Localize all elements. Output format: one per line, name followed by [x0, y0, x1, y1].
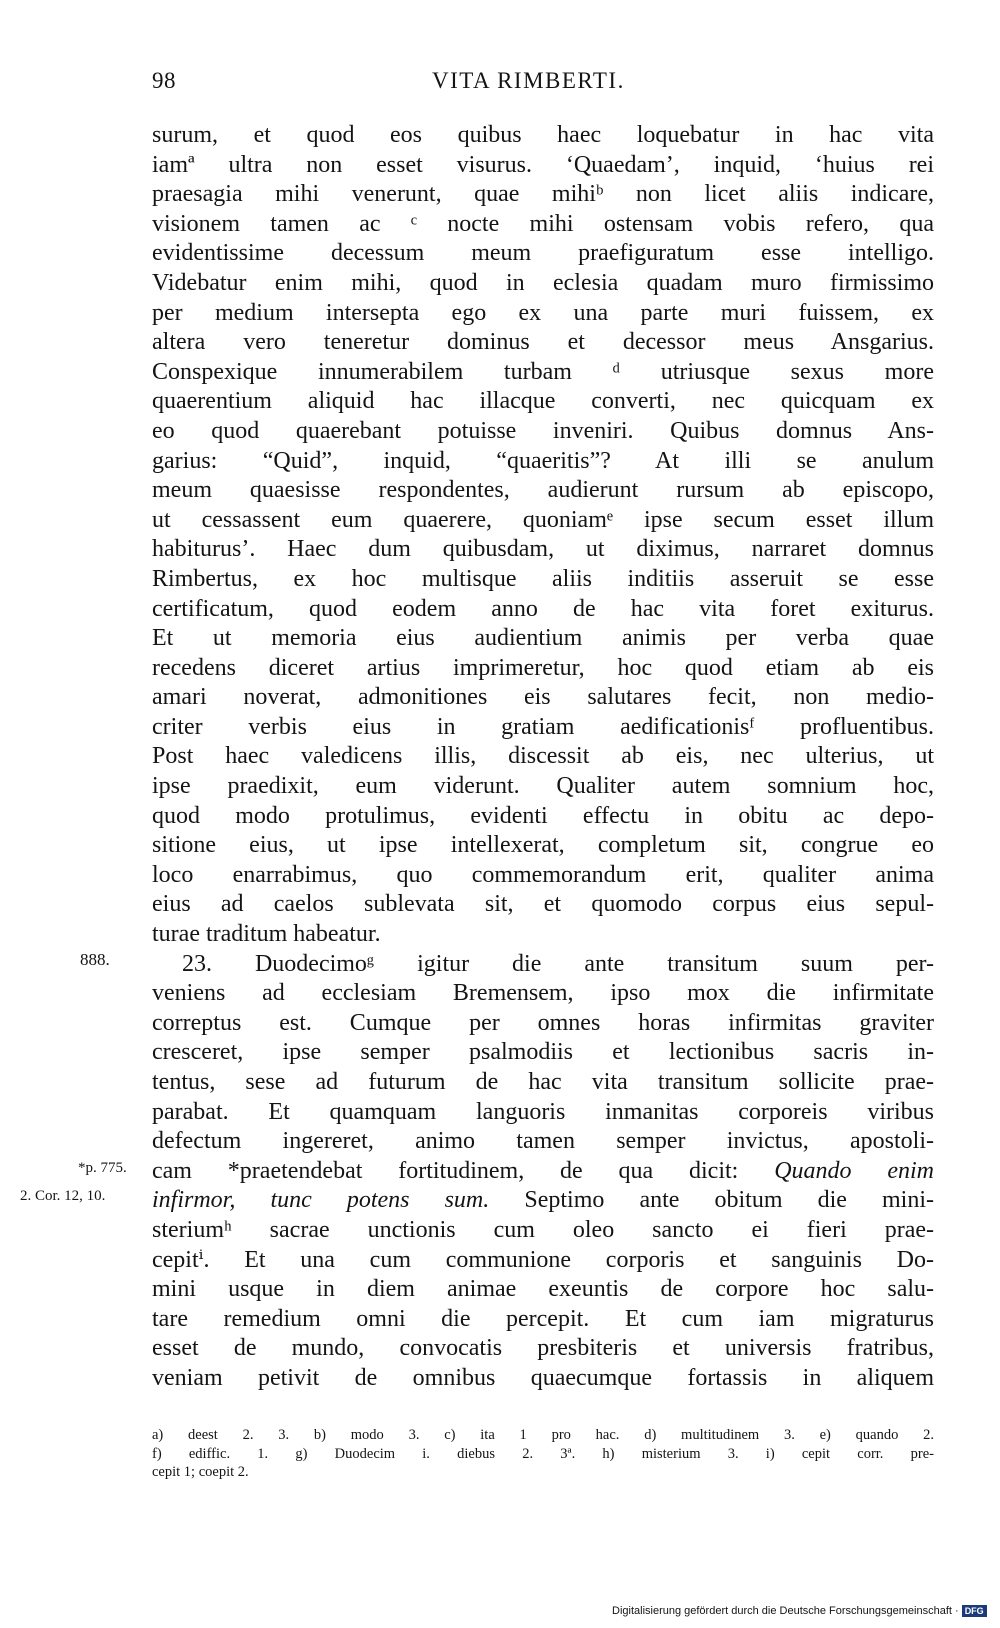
text-roman: Septimo ante obitum die mini- [489, 1187, 934, 1214]
quotation-italic: infirmor, tunc potens sum. [152, 1187, 490, 1214]
text-line: veniam petivit de omnibus quaecumque fortassis in aliquem [152, 1364, 934, 1391]
digitization-credit [612, 1605, 987, 1617]
text-line: Rimbertus, ex hoc multisque aliis inditiis asseruit se esse [152, 565, 934, 592]
text-line: esset de mundo, convocatis presbiteris et universis fratribus, [152, 1335, 934, 1362]
text-line: eo quod quaerebant potuisse inveniri. Quibus domnus Ans- [152, 417, 934, 444]
margin-bible-ref: 2. Cor. 12, 10. [20, 1188, 106, 1204]
text-line-with-quote [152, 1157, 934, 1187]
text-line: ut cessassent eum quaerere, quoniamᵉ ipse secum esset illum [152, 506, 934, 533]
text-line: iamª ultra non esset visurus. ‘Quaedam’, inquid, ‘huius rei [152, 151, 934, 178]
text-line: turae traditum habeatur. [152, 921, 381, 948]
text-line: correptus est. Cumque per omnes horas infirmitas graviter [152, 1009, 934, 1036]
running-header [152, 68, 932, 98]
text-line: certificatum, quod eodem anno de hac vita foret exiturus. [152, 595, 934, 622]
footnote-line: a) deest 2. 3. b) modo 3. c) ita 1 pro hac. d) multitudinem 3. e) quando 2. [152, 1427, 934, 1443]
text-line: altera vero teneretur dominus et decessor meus Ansgarius. [152, 329, 934, 356]
text-line: quod modo protulimus, evidenti effectu in obitu ac depo- [152, 802, 934, 829]
text-line: praesagia mihi venerunt, quae mihiᵇ non licet aliis indicare, [152, 181, 934, 208]
text-line: surum, et quod eos quibus haec loquebatur in hac vita [152, 122, 934, 148]
text-line: loco enarrabimus, quo commemorandum erit, qualiter anima [152, 861, 934, 888]
text-line: steriumʰ sacrae unctionis cum oleo sancto ei fieri prae- [152, 1216, 934, 1243]
text-line: Post haec valedicens illis, discessit ab eis, nec ulterius, ut [152, 743, 934, 770]
text-line: Conspexique innumerabilem turbam ᵈ utriusque sexus more [152, 358, 934, 385]
text-line: garius: “Quid”, inquid, “quaeritis”? At illi se anulum [152, 447, 934, 474]
text-line-with-quote [152, 1186, 934, 1216]
text-line: parabat. Et quamquam languoris inmanitas corporeis viribus [152, 1098, 934, 1125]
text-line: criter verbis eius in gratiam aedificationisᶠ profluentibus. [152, 713, 934, 740]
text-line: cresceret, ipse semper psalmodiis et lectionibus sacris in- [152, 1039, 934, 1066]
credit-text: Digitalisierung gefördert durch die Deutsche Forschungsgemeinschaft · [612, 1605, 959, 1617]
text-line: mini usque in diem animae exeuntis de corpore hoc salu- [152, 1276, 934, 1303]
margin-year: 888. [80, 950, 110, 969]
quotation-italic: Quando enim [774, 1157, 935, 1184]
text-line: Videbatur enim mihi, quod in eclesia quadam muro firmissimo [152, 269, 934, 296]
text-roman: cam *praetendebat fortitudinem, de qua dicit: [152, 1157, 775, 1184]
footnotes [152, 1426, 934, 1482]
text-line: Et ut memoria eius audientium animis per verba quae [152, 625, 934, 652]
text-line: cepitⁱ. Et una cum communione corporis et sanguinis Do- [152, 1246, 934, 1273]
page-number: 98 [152, 68, 176, 93]
text-line: amari noverat, admonitiones eis salutares fecit, non medio- [152, 684, 934, 711]
text-line: habiturus’. Haec dum quibusdam, ut diximus, narraret domnus [152, 536, 934, 563]
text-line: defectum ingereret, animo tamen semper invictus, apostoli- [152, 1128, 934, 1155]
text-line: quaerentium aliquid hac illacque converti, nec quicquam ex [152, 388, 934, 415]
text-line: tare remedium omni die percepit. Et cum iam migraturus [152, 1305, 934, 1332]
main-text [152, 121, 934, 1394]
footnote-line: f) ediffic. 1. g) Duodecim i. diebus 2. 3ª. h) misterium 3. i) cepit corr. pre- [152, 1445, 934, 1462]
text-line: tentus, sese ad futurum de hac vita transitum sollicite prae- [152, 1069, 934, 1095]
dfg-logo: DFG [962, 1605, 987, 1617]
text-line: recedens diceret artius imprimeretur, hoc quod etiam ab eis [152, 654, 934, 681]
text-line: meum quaesisse respondentes, audierunt rursum ab episcopo, [152, 477, 934, 504]
text-line: ipse praedixit, eum viderunt. Qualiter autem somnium hoc, [152, 773, 934, 800]
text-line: visionem tamen ac ᶜ nocte mihi ostensam vobis refero, qua [152, 210, 934, 237]
text-line: veniens ad ecclesiam Bremensem, ipso mox die infirmitate [152, 980, 934, 1007]
footnote-line: cepit 1; coepit 2. [152, 1464, 249, 1480]
text-line: per medium intersepta ego ex una parte muri fuissem, ex [152, 299, 934, 326]
text-line: eius ad caelos sublevata sit, et quomodo corpus eius sepul- [152, 891, 934, 918]
margin-page-ref: *p. 775. [78, 1160, 127, 1176]
chapter-start-line: 23. Duodecimoᵍ igitur die ante transitum suum per- [182, 950, 934, 977]
text-line: evidentissime decessum meum praefiguratum esse intelligo. [152, 240, 934, 267]
running-title: VITA RIMBERTI. [432, 68, 625, 93]
text-line: sitione eius, ut ipse intellexerat, completum sit, congrue eo [152, 832, 934, 859]
